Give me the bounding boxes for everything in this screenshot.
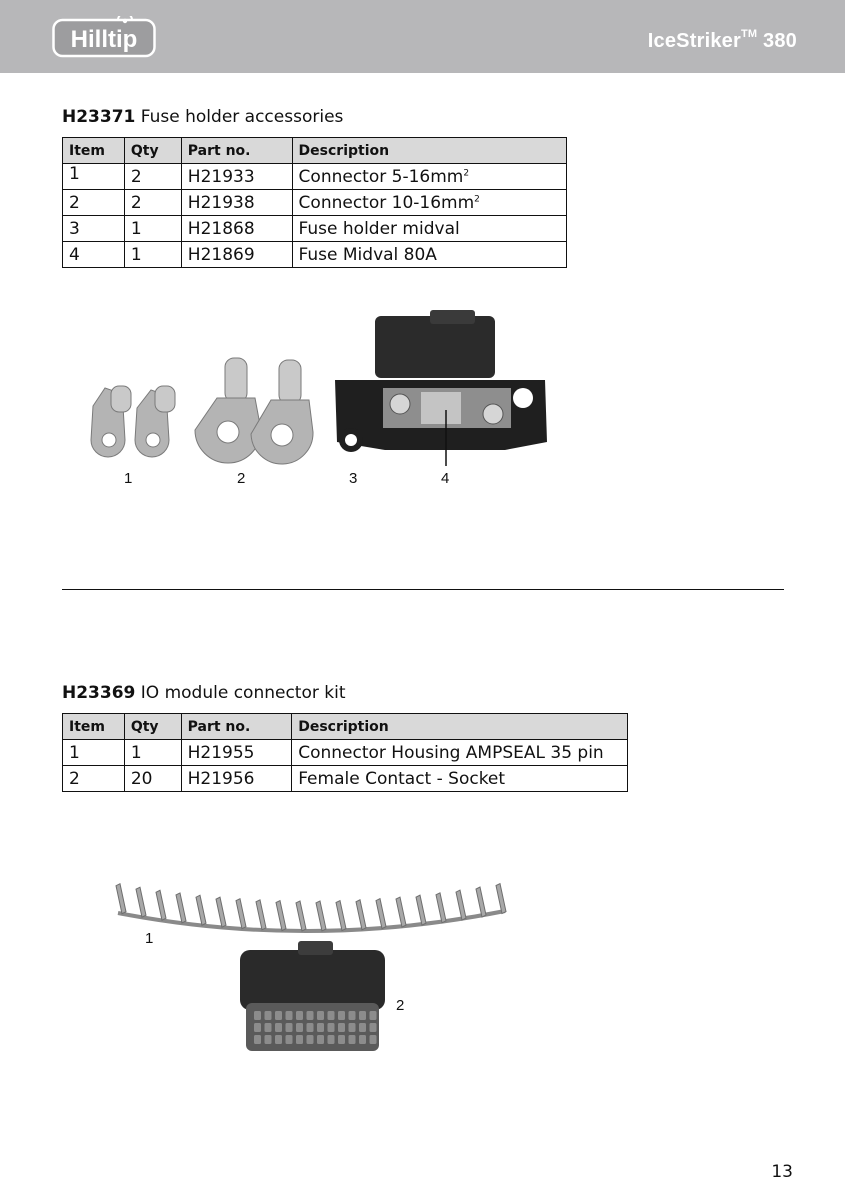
cell-part: H21938	[181, 190, 292, 216]
socket-cavity-icon	[275, 1023, 282, 1032]
cell-qty: 1	[124, 216, 181, 242]
cell-item: 2	[63, 190, 125, 216]
cell-qty: 2	[124, 164, 181, 190]
col-header-item: Item	[63, 138, 125, 164]
table-row	[63, 242, 567, 268]
cell-item: 3	[63, 216, 125, 242]
fuse-holder-parts-table	[62, 137, 567, 268]
col-header-item: Item	[63, 714, 125, 740]
cell-description: Fuse Midval 80A	[292, 242, 566, 268]
socket-cavity-icon	[254, 1035, 261, 1044]
cell-part: H21869	[181, 242, 292, 268]
contact-pin-icon	[376, 899, 386, 929]
cell-description: Female Contact - Socket	[292, 766, 628, 792]
contact-pin-icon	[356, 900, 366, 930]
contact-pin-icon	[316, 901, 326, 931]
socket-cavity-icon	[307, 1011, 314, 1020]
ampseal-connector-housing-icon	[240, 941, 385, 1051]
col-header-description: Description	[292, 714, 628, 740]
socket-cavity-icon	[370, 1035, 377, 1044]
col-header-part: Part no.	[181, 138, 292, 164]
socket-cavity-icon	[265, 1023, 272, 1032]
cell-qty: 2	[124, 190, 181, 216]
contact-pin-icon	[116, 884, 126, 914]
table-row	[63, 190, 567, 216]
socket-cavity-icon	[317, 1011, 324, 1020]
table-header-row	[63, 714, 628, 740]
section-title-fuse-holder: H23371 Fuse holder accessories	[62, 107, 344, 127]
socket-cavity-icon	[328, 1011, 335, 1020]
socket-cavity-icon	[286, 1011, 293, 1020]
socket-cavity-icon	[307, 1023, 314, 1032]
socket-cavity-icon	[338, 1023, 345, 1032]
section-divider	[62, 589, 784, 590]
contact-pin-icon	[476, 887, 486, 917]
socket-cavity-icon	[265, 1035, 272, 1044]
product-title: IceStriker™ 380	[647, 28, 797, 52]
socket-cavity-icon	[328, 1023, 335, 1032]
cell-qty: 1	[124, 242, 181, 268]
cell-part: H21955	[181, 740, 292, 766]
contact-pin-icon	[256, 900, 266, 930]
socket-cavity-icon	[359, 1023, 366, 1032]
fuse-holder-icon	[335, 310, 547, 452]
callout-4: 4	[441, 470, 450, 487]
table-row	[63, 164, 567, 190]
table-row	[63, 216, 567, 242]
cell-description: Connector $5-16mm^2$	[292, 164, 566, 190]
large-cable-lug-icon	[251, 360, 313, 464]
socket-cavity-icon	[338, 1011, 345, 1020]
contact-pin-icon	[336, 901, 346, 931]
socket-cavity-icon	[254, 1011, 261, 1020]
cell-part: H21956	[181, 766, 292, 792]
socket-cavity-icon	[359, 1011, 366, 1020]
hilltip-logo	[52, 16, 156, 58]
cell-part: H21868	[181, 216, 292, 242]
socket-cavity-icon	[265, 1011, 272, 1020]
section-title-io-connector: H23369 IO module connector kit	[62, 683, 346, 703]
table-row	[63, 740, 628, 766]
callout-3: 3	[349, 470, 358, 487]
cell-qty: 1	[124, 740, 181, 766]
socket-cavity-icon	[296, 1023, 303, 1032]
contact-pin-icon	[456, 890, 466, 920]
cell-description: Connector Housing AMPSEAL 35 pin	[292, 740, 628, 766]
socket-cavity-icon	[317, 1035, 324, 1044]
table-header-row	[63, 138, 567, 164]
callout-2: 2	[237, 470, 246, 487]
cell-description: Fuse holder midval	[292, 216, 566, 242]
socket-cavity-icon	[254, 1023, 261, 1032]
socket-cavity-icon	[286, 1023, 293, 1032]
contact-pin-icon	[416, 895, 426, 925]
io-connector-kit-photo	[110, 875, 530, 1060]
contact-pin-icon	[276, 901, 286, 931]
io-connector-parts-table	[62, 713, 628, 792]
contact-pin-icon	[296, 901, 306, 931]
callout-2: 2	[396, 997, 405, 1014]
contact-strip-icon	[116, 884, 506, 931]
fuse-holder-accessories-photo	[85, 300, 565, 470]
small-cable-lug-icon	[135, 386, 175, 457]
socket-cavity-icon	[286, 1035, 293, 1044]
socket-cavity-icon	[296, 1035, 303, 1044]
socket-cavity-icon	[275, 1035, 282, 1044]
cell-item: 1	[63, 164, 125, 190]
small-cable-lug-icon	[91, 386, 131, 457]
socket-cavity-icon	[328, 1035, 335, 1044]
cell-item: 1	[63, 740, 125, 766]
contact-pin-icon	[236, 899, 246, 929]
contact-pin-icon	[136, 887, 146, 917]
socket-cavity-icon	[370, 1023, 377, 1032]
socket-cavity-icon	[296, 1011, 303, 1020]
cell-item: 2	[63, 766, 125, 792]
socket-cavity-icon	[338, 1035, 345, 1044]
socket-cavity-icon	[307, 1035, 314, 1044]
contact-pin-icon	[176, 893, 186, 923]
cell-part: H21933	[181, 164, 292, 190]
cell-description: Connector $10-16mm^2$	[292, 190, 566, 216]
page-header	[0, 0, 845, 73]
callout-1: 1	[145, 930, 154, 947]
contact-pin-icon	[156, 890, 166, 920]
cell-item: 4	[63, 242, 125, 268]
contact-pin-icon	[216, 897, 226, 927]
socket-cavity-icon	[317, 1023, 324, 1032]
table-row	[63, 766, 628, 792]
socket-cavity-icon	[349, 1035, 356, 1044]
socket-cavity-icon	[359, 1035, 366, 1044]
contact-pin-icon	[196, 895, 206, 925]
contact-pin-icon	[396, 897, 406, 927]
logo-text: Hilltip	[70, 26, 138, 53]
callout-1: 1	[124, 470, 133, 487]
large-cable-lug-icon	[195, 358, 261, 463]
col-header-qty: Qty	[124, 138, 181, 164]
col-header-description: Description	[292, 138, 566, 164]
socket-cavity-icon	[349, 1011, 356, 1020]
socket-cavity-icon	[349, 1023, 356, 1032]
contact-pin-icon	[436, 893, 446, 923]
col-header-qty: Qty	[124, 714, 181, 740]
contact-pin-icon	[496, 884, 506, 914]
page-number: 13	[771, 1162, 793, 1182]
socket-cavity-icon	[275, 1011, 282, 1020]
socket-cavity-icon	[370, 1011, 377, 1020]
cell-qty: 20	[124, 766, 181, 792]
col-header-part: Part no.	[181, 714, 292, 740]
